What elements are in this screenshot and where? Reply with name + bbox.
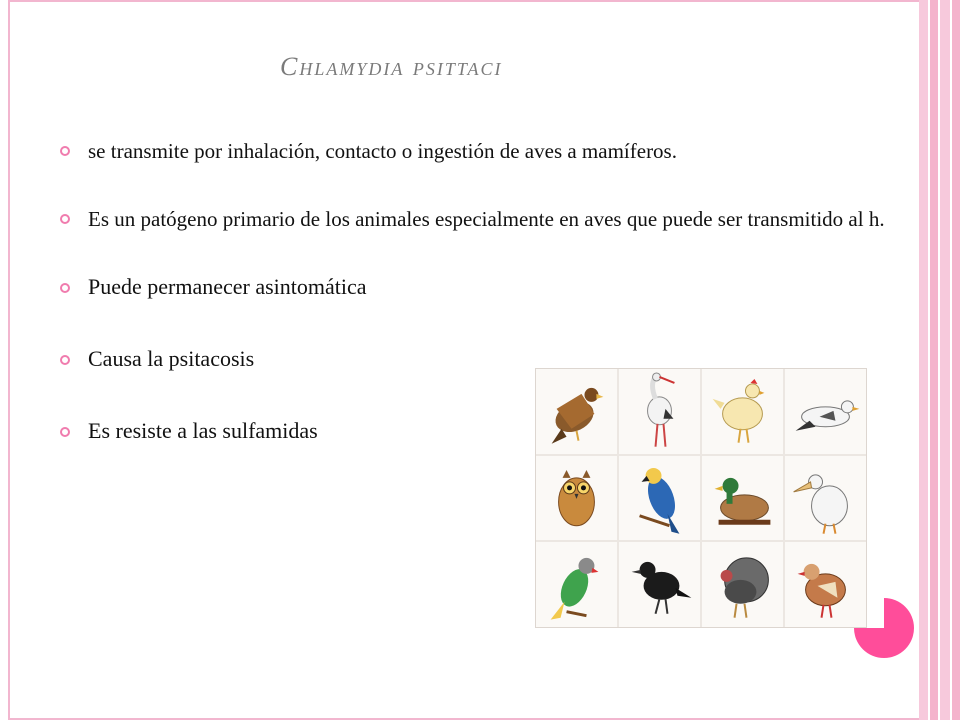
bullet-text: Causa la psitacosis xyxy=(88,346,255,371)
slide-title: Chlamydia psittaci xyxy=(280,52,503,81)
bullet-circle-icon xyxy=(60,427,70,437)
bullet-item xyxy=(60,274,900,300)
bullet-circle-icon xyxy=(60,355,70,365)
turkey-icon xyxy=(702,542,783,627)
bullet-circle-icon xyxy=(60,146,70,156)
bullet-text: Es resiste a las sulfamidas xyxy=(88,418,318,443)
parrot-icon xyxy=(619,456,700,541)
owl-icon xyxy=(536,456,617,541)
top-border xyxy=(8,0,919,2)
right-stripe-border xyxy=(919,0,960,720)
bullet-text: se transmite por inhalación, contacto o ingestión de aves a mamíferos. xyxy=(88,139,677,163)
stork-icon xyxy=(619,369,700,454)
bird-illustration-grid xyxy=(535,368,867,628)
duck-icon xyxy=(702,456,783,541)
bullet-circle-icon xyxy=(60,214,70,224)
bullet-circle-icon xyxy=(60,283,70,293)
pelican-icon xyxy=(785,456,866,541)
crow-icon xyxy=(619,542,700,627)
decorative-pink-circle xyxy=(854,598,914,658)
green-parrot-icon xyxy=(536,542,617,627)
bullet-text: Es un patógeno primario de los animales especialmente en aves que puede ser transmitido al h. xyxy=(88,207,885,231)
left-border xyxy=(8,0,10,720)
bullet-item xyxy=(60,206,908,232)
eagle-icon xyxy=(536,369,617,454)
hen-icon xyxy=(702,369,783,454)
bullet-text: Puede permanecer asintomática xyxy=(88,274,367,299)
bullet-item xyxy=(60,138,908,164)
white-bird-icon xyxy=(785,369,866,454)
